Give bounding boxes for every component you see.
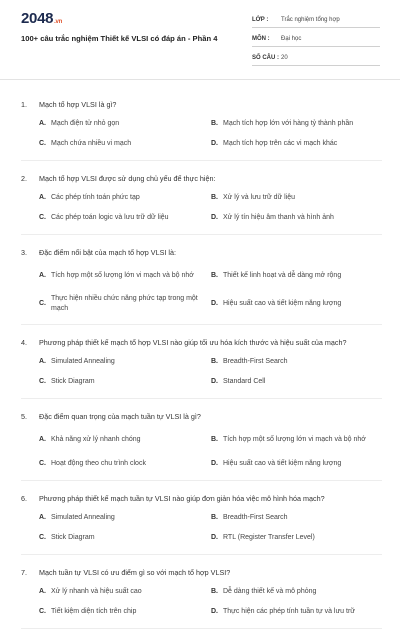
option-text: Các phép tính toán phức tạp bbox=[51, 194, 140, 201]
meta-table bbox=[252, 12, 380, 69]
question-number: 2. bbox=[21, 173, 27, 183]
logo-suffix: .vn bbox=[54, 19, 62, 25]
answer-option[interactable] bbox=[211, 352, 383, 372]
option-text: Simulated Annealing bbox=[51, 514, 115, 521]
option-letter: C. bbox=[39, 140, 46, 147]
option-letter: A. bbox=[39, 272, 46, 279]
question-text: Mạch tổ hợp VLSI được sử dụng chủ yếu để thực hiện: bbox=[39, 173, 216, 183]
answer-options bbox=[21, 508, 382, 548]
answer-option[interactable] bbox=[211, 262, 383, 290]
question-stem bbox=[21, 566, 382, 578]
answer-option[interactable] bbox=[211, 114, 383, 134]
question-item bbox=[0, 336, 400, 392]
option-letter: D. bbox=[211, 214, 218, 221]
meta-value: Trắc nghiệm tổng hợp bbox=[281, 16, 340, 23]
meta-label: SỐ CÂU : bbox=[252, 54, 279, 61]
option-letter: B. bbox=[211, 588, 218, 595]
option-letter: D. bbox=[211, 378, 218, 385]
option-text: Thực hiện các phép tính tuần tự và lưu trữ bbox=[223, 608, 355, 615]
question-divider bbox=[21, 234, 382, 235]
site-logo[interactable] bbox=[21, 10, 62, 27]
question-text: Mạch tuần tự VLSI có ưu điểm gì so với mạch tổ hợp VLSI? bbox=[39, 567, 231, 577]
option-letter: B. bbox=[211, 514, 218, 521]
option-letter: C. bbox=[39, 214, 46, 221]
option-text: Khả năng xử lý nhanh chóng bbox=[51, 436, 141, 443]
question-item bbox=[0, 492, 400, 548]
option-text: Mạch chứa nhiều vi mạch bbox=[51, 140, 132, 147]
option-text: Xử lý nhanh và hiệu suất cao bbox=[51, 588, 142, 595]
option-letter: C. bbox=[39, 534, 46, 541]
question-stem bbox=[21, 98, 382, 110]
option-text: Mạch điện tử nhỏ gọn bbox=[51, 120, 120, 127]
question-divider bbox=[21, 480, 382, 481]
answer-option[interactable] bbox=[39, 290, 211, 318]
answer-option[interactable] bbox=[39, 352, 211, 372]
question-text: Phương pháp thiết kế mạch tuần tự VLSI nào giúp đơn giản hóa việc mô hình hóa mạch? bbox=[39, 493, 325, 503]
question-stem bbox=[21, 246, 382, 258]
option-text: Xử lý và lưu trữ dữ liệu bbox=[223, 194, 296, 201]
question-number: 7. bbox=[21, 567, 27, 577]
option-text: Hoạt động theo chu trình clock bbox=[51, 460, 146, 467]
answer-options bbox=[21, 262, 382, 318]
answer-option[interactable] bbox=[39, 426, 211, 454]
answer-option[interactable] bbox=[39, 582, 211, 602]
answer-option[interactable] bbox=[39, 114, 211, 134]
answer-option[interactable] bbox=[39, 208, 211, 228]
option-letter: D. bbox=[211, 300, 218, 307]
question-number: 1. bbox=[21, 99, 27, 109]
option-letter: B. bbox=[211, 194, 218, 201]
option-text: Standard Cell bbox=[223, 378, 266, 385]
answer-option[interactable] bbox=[211, 528, 383, 548]
header-divider bbox=[0, 79, 400, 80]
question-text: Mạch tổ hợp VLSI là gì? bbox=[39, 99, 117, 109]
question-text: Phương pháp thiết kế mạch tổ hợp VLSI nào giúp tối ưu hóa kích thước và hiệu suất của mạch? bbox=[39, 337, 347, 347]
question-divider bbox=[21, 160, 382, 161]
answer-option[interactable] bbox=[211, 602, 383, 622]
answer-options bbox=[21, 352, 382, 392]
option-text: Mạch tích hợp lớn với hàng tỷ thành phần bbox=[223, 120, 354, 127]
answer-option[interactable] bbox=[211, 134, 383, 154]
question-divider bbox=[21, 628, 382, 629]
option-letter: A. bbox=[39, 588, 46, 595]
option-letter: C. bbox=[39, 460, 46, 467]
option-text: RTL (Register Transfer Level) bbox=[223, 534, 315, 541]
question-item bbox=[0, 410, 400, 474]
answer-option[interactable] bbox=[211, 290, 383, 318]
option-letter: D. bbox=[211, 140, 218, 147]
question-item bbox=[0, 246, 400, 318]
answer-option[interactable] bbox=[211, 208, 383, 228]
option-letter: A. bbox=[39, 120, 46, 127]
answer-option[interactable] bbox=[211, 188, 383, 208]
option-letter: A. bbox=[39, 194, 46, 201]
option-letter: B. bbox=[211, 436, 218, 443]
option-letter: B. bbox=[211, 358, 218, 365]
question-text: Đặc điểm nổi bật của mạch tổ hợp VLSI là: bbox=[39, 247, 176, 257]
option-text: Thiết kế linh hoạt và dễ dàng mở rộng bbox=[223, 272, 342, 279]
meta-label: LỚP : bbox=[252, 16, 269, 23]
answer-option[interactable] bbox=[211, 454, 383, 474]
question-text: Đặc điểm quan trọng của mạch tuần tự VLSI là gì? bbox=[39, 411, 201, 421]
option-text: Tích hợp một số lượng lớn vi mạch và bộ nhớ bbox=[51, 272, 194, 279]
option-letter: B. bbox=[211, 120, 218, 127]
page-title: 100+ câu trắc nghiệm Thiết kế VLSI có đáp án - Phần 4 bbox=[21, 34, 218, 43]
option-text: Stick Diagram bbox=[51, 378, 95, 385]
answer-option[interactable] bbox=[39, 454, 211, 474]
answer-options bbox=[21, 188, 382, 228]
answer-option[interactable] bbox=[211, 508, 383, 528]
question-number: 4. bbox=[21, 337, 27, 347]
question-item bbox=[0, 566, 400, 622]
answer-option[interactable] bbox=[39, 134, 211, 154]
option-text: Stick Diagram bbox=[51, 534, 95, 541]
logo-text: 2048 bbox=[21, 10, 54, 27]
option-letter: C. bbox=[39, 300, 46, 307]
option-text: Dễ dàng thiết kế và mô phỏng bbox=[223, 588, 317, 595]
answer-option[interactable] bbox=[39, 602, 211, 622]
option-text: Hiệu suất cao và tiết kiệm năng lượng bbox=[223, 300, 342, 307]
option-text: Simulated Annealing bbox=[51, 358, 115, 365]
option-text: Mạch tích hợp trên các vi mạch khác bbox=[223, 140, 338, 147]
option-letter: D. bbox=[211, 608, 218, 615]
question-list bbox=[0, 98, 400, 640]
question-item bbox=[0, 98, 400, 154]
option-letter: A. bbox=[39, 436, 46, 443]
option-letter: C. bbox=[39, 608, 46, 615]
answer-options bbox=[21, 582, 382, 622]
question-divider bbox=[21, 398, 382, 399]
answer-option[interactable] bbox=[39, 528, 211, 548]
option-text: Tích hợp một số lượng lớn vi mạch và bộ nhớ bbox=[223, 436, 366, 443]
question-divider bbox=[21, 554, 382, 555]
question-stem bbox=[21, 410, 382, 422]
meta-label: MÔN : bbox=[252, 35, 270, 42]
option-letter: A. bbox=[39, 358, 46, 365]
option-text: Xử lý tín hiệu âm thanh và hình ảnh bbox=[223, 214, 334, 221]
answer-options bbox=[21, 426, 382, 474]
option-letter: A. bbox=[39, 514, 46, 521]
question-stem bbox=[21, 492, 382, 504]
answer-option[interactable] bbox=[211, 372, 383, 392]
meta-value: 20 bbox=[281, 54, 288, 61]
option-text: Breadth-First Search bbox=[223, 358, 288, 365]
option-letter: D. bbox=[211, 460, 218, 467]
question-stem bbox=[21, 172, 382, 184]
answer-options bbox=[21, 114, 382, 154]
option-text: Thực hiện nhiều chức năng phức tạp trong một mạch bbox=[51, 295, 198, 312]
answer-option[interactable] bbox=[39, 508, 211, 528]
meta-row-class bbox=[252, 12, 380, 28]
answer-option[interactable] bbox=[211, 426, 383, 454]
meta-row-subject bbox=[252, 31, 380, 47]
meta-row-count bbox=[252, 50, 380, 66]
answer-option[interactable] bbox=[39, 262, 211, 290]
meta-value: Đại học bbox=[281, 35, 302, 42]
answer-option[interactable] bbox=[39, 372, 211, 392]
question-stem bbox=[21, 336, 382, 348]
question-number: 3. bbox=[21, 247, 27, 257]
question-number: 6. bbox=[21, 493, 27, 503]
option-text: Hiệu suất cao và tiết kiệm năng lượng bbox=[223, 460, 342, 467]
option-letter: C. bbox=[39, 378, 46, 385]
option-letter: B. bbox=[211, 272, 218, 279]
option-text: Tiết kiệm diện tích trên chip bbox=[51, 608, 137, 615]
option-text: Breadth-First Search bbox=[223, 514, 288, 521]
option-letter: D. bbox=[211, 534, 218, 541]
question-number: 5. bbox=[21, 411, 27, 421]
page-header bbox=[0, 0, 400, 80]
question-divider bbox=[21, 324, 382, 325]
option-text: Các phép toán logic và lưu trữ dữ liệu bbox=[51, 214, 169, 221]
answer-option[interactable] bbox=[211, 582, 383, 602]
question-item bbox=[0, 172, 400, 228]
answer-option[interactable] bbox=[39, 188, 211, 208]
